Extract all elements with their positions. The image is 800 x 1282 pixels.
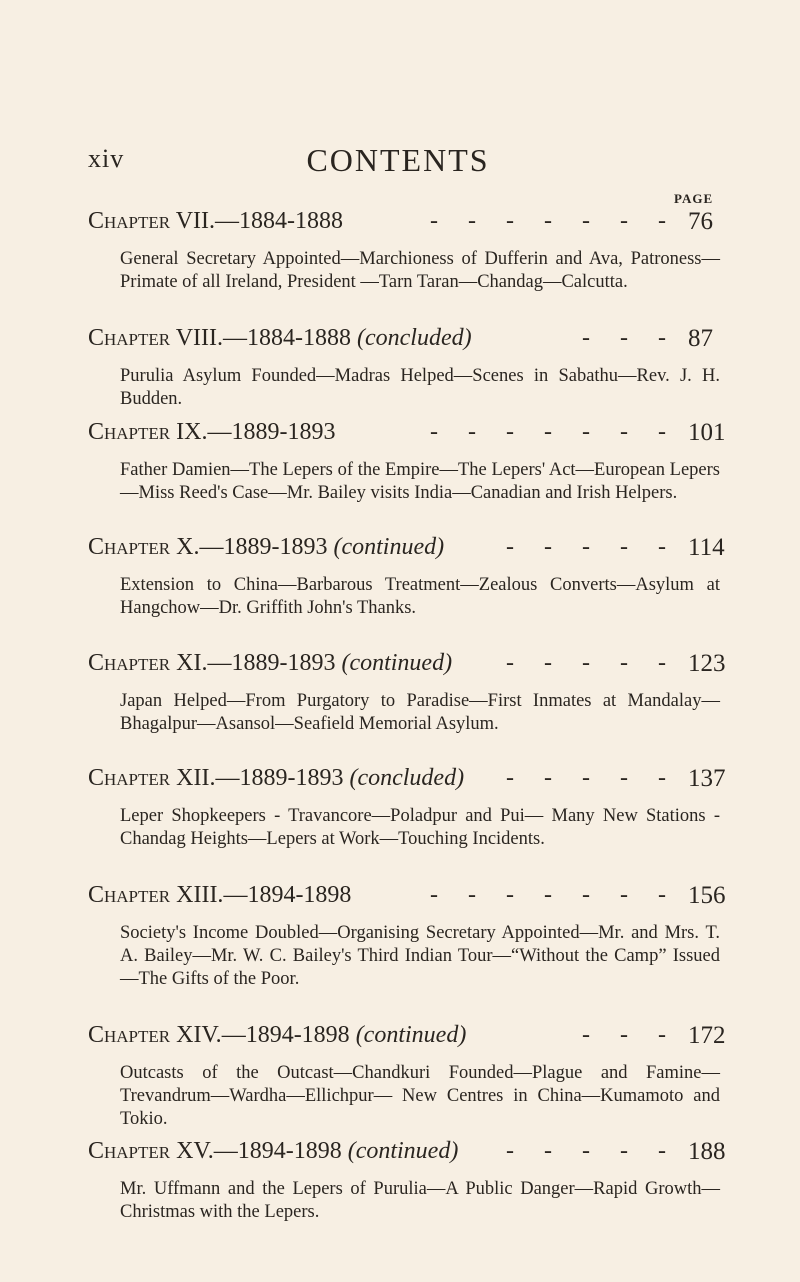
chapter-entry (88, 765, 738, 851)
chapter-page: 172 (688, 1022, 726, 1049)
chapter-heading (88, 882, 738, 918)
chapter-summary: Japan Helped—From Purgatory to Paradise—First Inmates at Mandalay—Bhagalpur—Asansol—Seafield Memorial Asylum. (120, 691, 720, 734)
chapter-label: Chapter VII. (88, 208, 216, 234)
chapter-page: 87 (688, 325, 713, 352)
chapter-summary: Outcasts of the Outcast—Chandkuri Founded—Plague and Famine—Trevandrum—Wardha—Ellichpur— New Centres in China—Kumamoto and Tokio. (120, 1063, 720, 1129)
chapter-heading (88, 650, 738, 686)
page-column-label: PAGE (674, 191, 714, 206)
chapter-dates: —1894-1898 (221, 1022, 350, 1048)
chapter-entry (88, 882, 738, 991)
chapter-heading (88, 1138, 738, 1174)
dot-leader: - - - - - (506, 534, 678, 560)
chapter-summary: Extension to China—Barbarous Treatment—Zealous Converts—Asylum at Hangchow—Dr. Griffith John's Thanks. (120, 575, 720, 618)
chapter-entry (88, 650, 738, 736)
chapter-entry (88, 1022, 738, 1131)
chapter-heading (88, 1022, 738, 1058)
dot-leader: - - - - - (506, 765, 678, 791)
chapter-qualifier: (concluded) (357, 325, 472, 351)
chapter-entry (88, 1138, 738, 1224)
chapter-entry (88, 208, 738, 294)
chapter-dates: —1884-1888 (223, 325, 351, 351)
chapter-dates: —1889-1893 (207, 650, 336, 676)
chapter-summary: Father Damien—The Lepers of the Empire—The Lepers' Act—European Lepers—Miss Reed's Case—Mr. Bailey visits India—Canadian and Irish Helpers. (120, 460, 720, 503)
chapter-heading (88, 419, 738, 455)
chapter-label: Chapter XV. (88, 1138, 214, 1164)
chapter-dates: —1894-1898 (213, 1138, 342, 1164)
chapter-page: 76 (688, 208, 713, 235)
dot-leader: - - - - - - - (430, 419, 678, 445)
chapter-summary: General Secretary Appointed—Marchioness of Dufferin and Ava, Patroness—Primate of all Ireland, President —Tarn Taran—Chandag—Calcutta. (120, 249, 720, 292)
chapter-qualifier: (continued) (333, 534, 445, 560)
chapter-page: 114 (688, 534, 725, 561)
page-header (88, 142, 708, 182)
chapter-heading (88, 534, 738, 570)
page-number: xiv (88, 144, 125, 173)
chapter-label: Chapter VIII. (88, 325, 223, 351)
chapter-qualifier: (continued) (347, 1138, 459, 1164)
chapter-entry (88, 325, 738, 411)
running-title: CONTENTS (306, 142, 490, 178)
chapter-heading (88, 765, 738, 801)
chapter-dates: —1884-1888 (215, 208, 344, 234)
dot-leader: - - - - - - - (430, 208, 678, 234)
dot-leader: - - - - - (506, 650, 678, 676)
chapter-heading (88, 208, 738, 244)
chapter-dates: —1894-1898 (223, 882, 352, 908)
chapter-label: Chapter XIV. (88, 1022, 222, 1048)
chapter-heading (88, 325, 738, 361)
chapter-entry (88, 419, 738, 505)
chapter-page: 123 (688, 650, 726, 677)
chapter-qualifier: (continued) (355, 1022, 467, 1048)
chapter-qualifier: (concluded) (349, 765, 465, 791)
chapter-summary: Leper Shopkeepers - Travancore—Poladpur and Pui— Many New Stations - Chandag Heights—Lepers at Work—Touching Incidents. (120, 806, 720, 849)
chapter-entry (88, 534, 738, 620)
chapter-label: Chapter XIII. (88, 882, 224, 908)
chapter-page: 137 (688, 765, 726, 792)
dot-leader: - - - - - - - (430, 882, 678, 908)
chapter-dates: —1889-1893 (207, 419, 336, 445)
dot-leader: - - - (582, 1022, 678, 1048)
chapter-label: Chapter XII. (88, 765, 216, 791)
chapter-qualifier: (continued) (341, 650, 453, 676)
chapter-label: Chapter XI. (88, 650, 208, 676)
chapter-dates: —1889-1893 (215, 765, 344, 791)
chapter-page: 188 (688, 1138, 726, 1165)
chapter-label: Chapter X. (88, 534, 200, 560)
chapter-dates: —1889-1893 (199, 534, 328, 560)
dot-leader: - - - (582, 325, 678, 351)
chapter-label: Chapter IX. (88, 419, 208, 445)
chapter-page: 101 (688, 419, 726, 446)
chapter-summary: Purulia Asylum Founded—Madras Helped—Scenes in Sabathu—Rev. J. H. Budden. (120, 366, 720, 409)
chapter-summary: Mr. Uffmann and the Lepers of Purulia—A Public Danger—Rapid Growth—Christmas with the Lepers. (120, 1179, 720, 1222)
chapter-summary: Society's Income Doubled—Organising Secretary Appointed—Mr. and Mrs. T. A. Bailey—Mr. W. C. Bailey's Third Indian Tour—“Without the Camp” Issued—The Gifts of the Poor. (120, 923, 720, 989)
chapter-page: 156 (688, 882, 726, 909)
dot-leader: - - - - - (506, 1138, 678, 1164)
